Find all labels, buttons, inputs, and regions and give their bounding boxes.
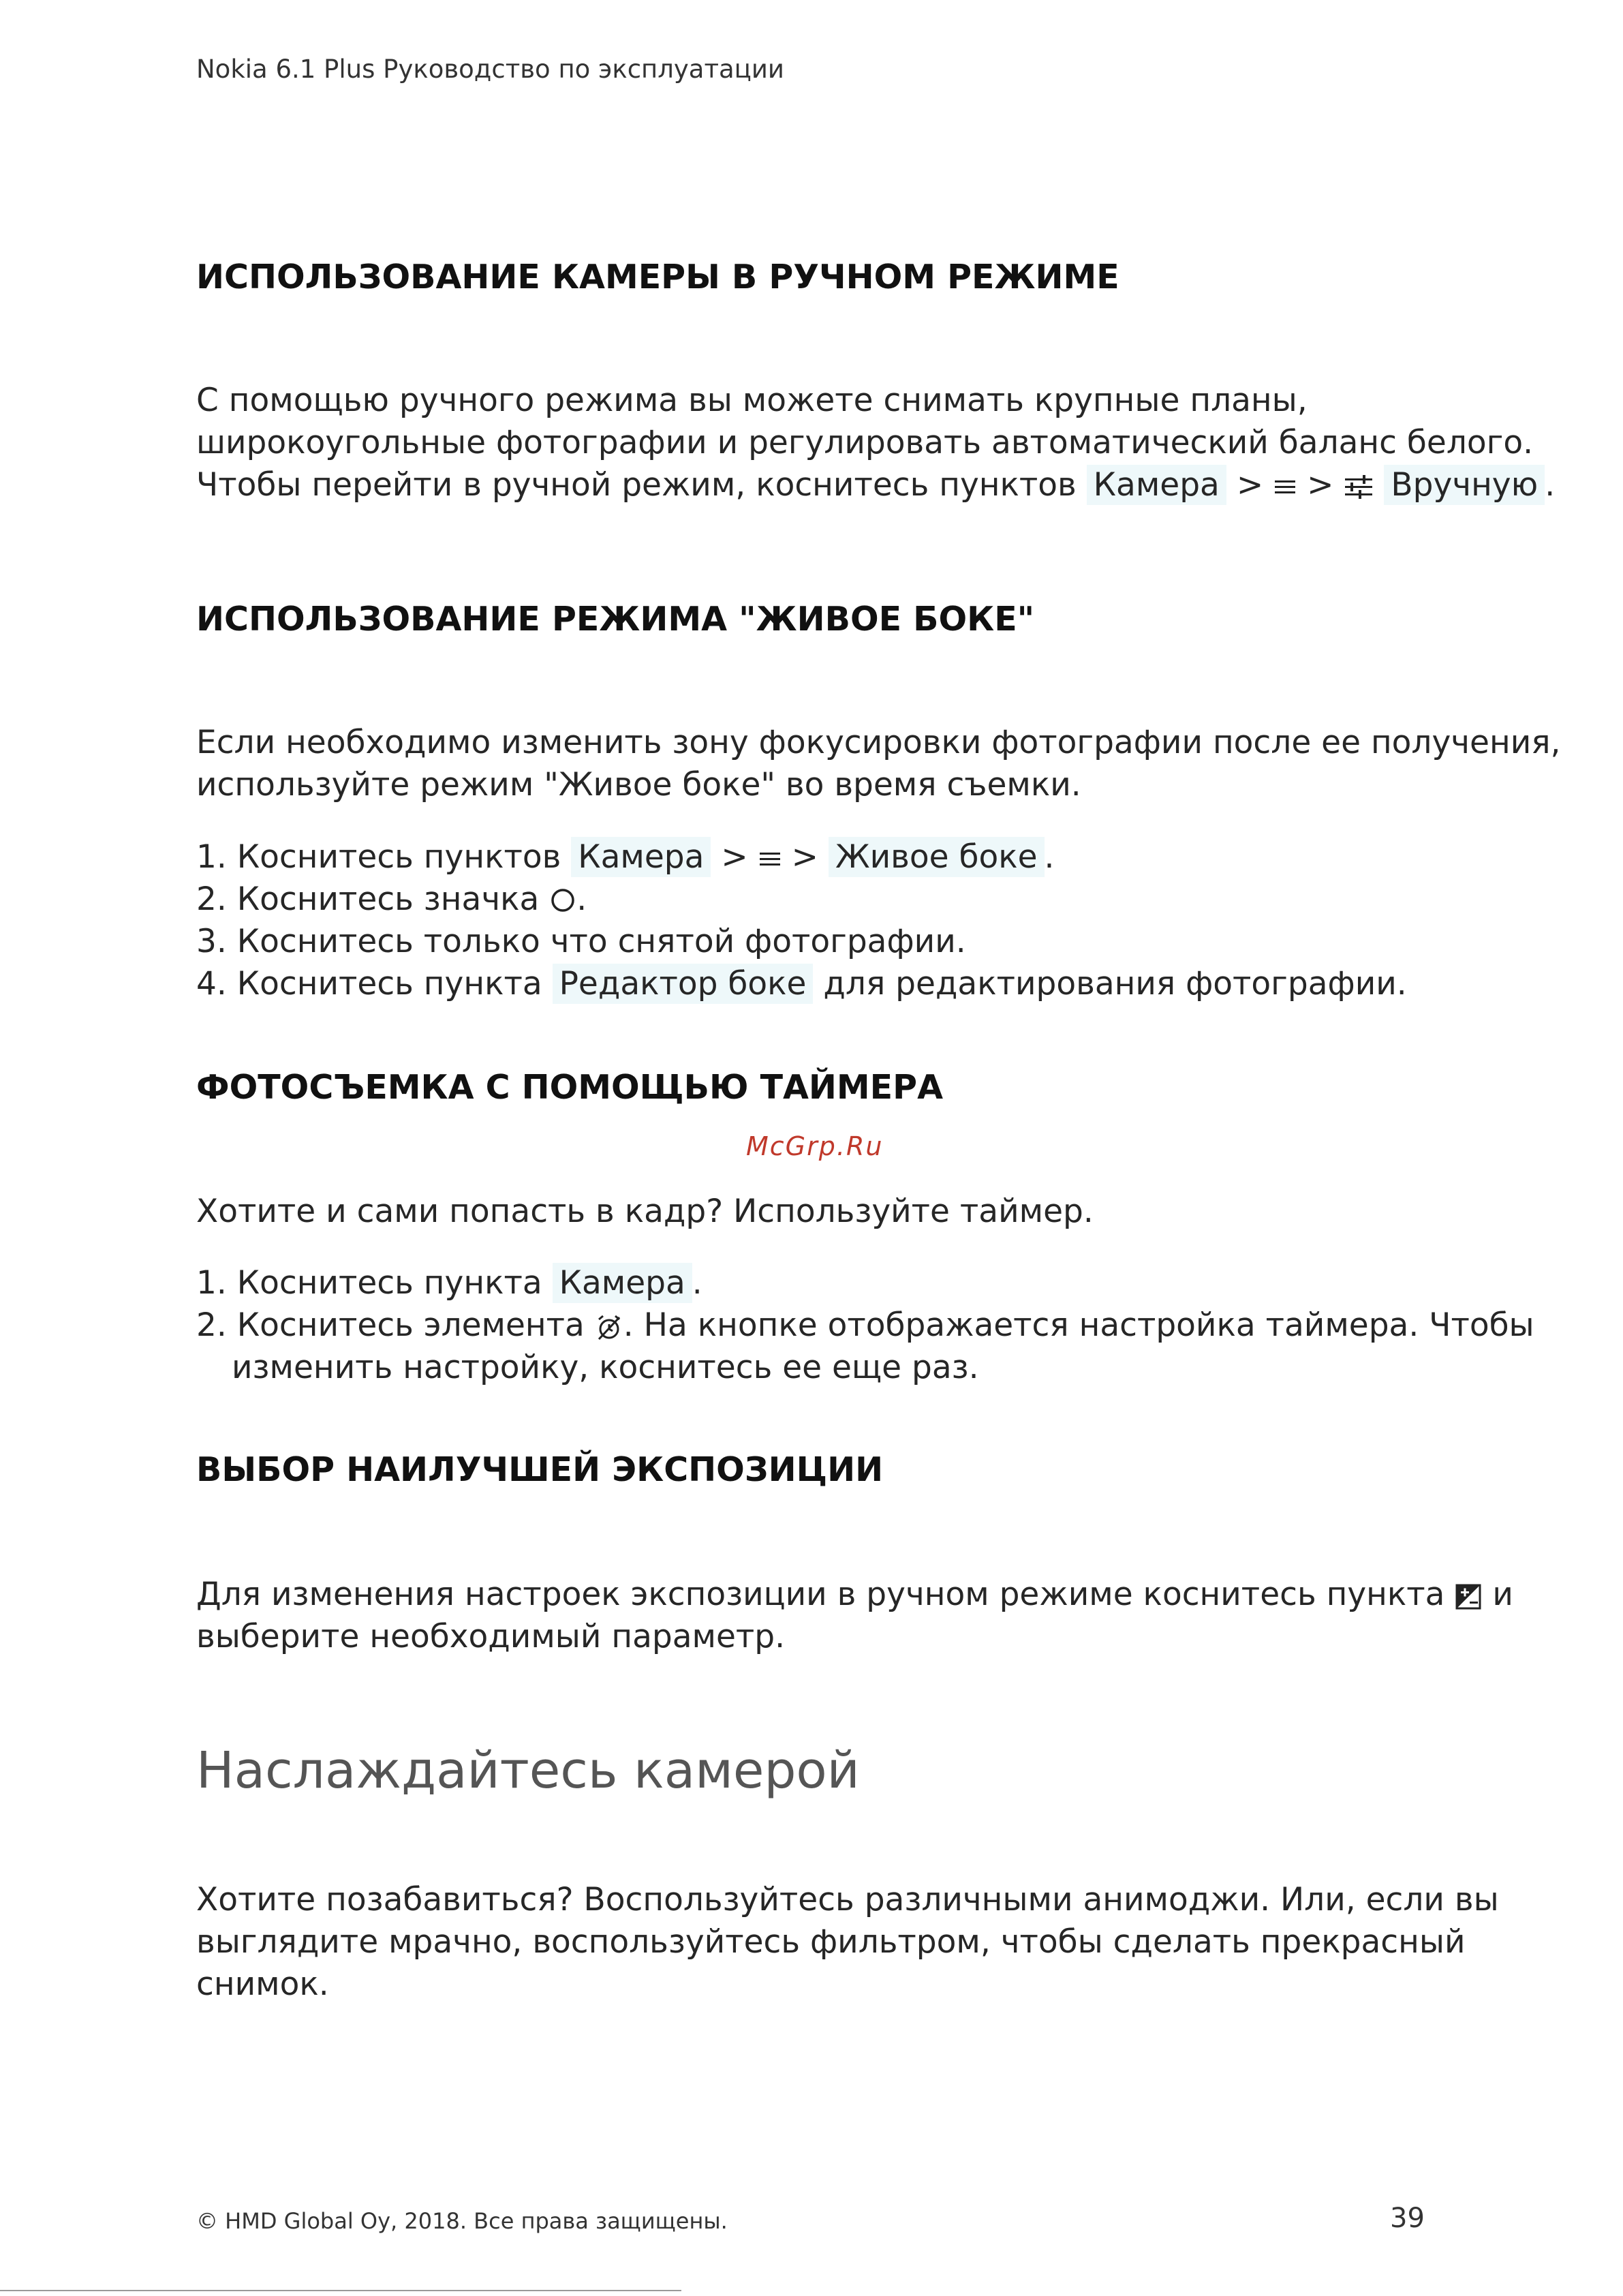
exposure-line1 xyxy=(196,1574,1513,1616)
menu-icon xyxy=(758,849,782,870)
bokeh-step1 xyxy=(196,836,1055,878)
separator: > xyxy=(1236,466,1264,504)
enjoy-line2: выглядите мрачно, воспользуйтесь фильтром, чтобы сделать прекрасный xyxy=(196,1923,1466,1961)
timer-step2-text: 2. Коснитесь элемента xyxy=(196,1306,595,1344)
manual-line3 xyxy=(196,464,1555,506)
ui-camera-label: Камера xyxy=(571,837,711,877)
ui-camera-label: Камера xyxy=(553,1263,692,1303)
timer-step1-text: 1. Коснитесь пункта xyxy=(196,1264,553,1302)
manual-line2: широкоугольные фотографии и регулировать автоматический баланс белого. xyxy=(196,424,1534,461)
period: . xyxy=(692,1264,702,1302)
bokeh-step3: 3. Коснитесь только что снятой фотографии. xyxy=(196,923,966,960)
timer-step1 xyxy=(196,1262,702,1304)
circle-icon xyxy=(549,888,576,915)
page-header: Nokia 6.1 Plus Руководство по эксплуатации xyxy=(196,55,784,84)
section-title-bokeh: ИСПОЛЬЗОВАНИЕ РЕЖИМА "ЖИВОЕ БОКЕ" xyxy=(196,600,1035,639)
bokeh-step4 xyxy=(196,963,1407,1005)
exposure-line1-text: Для изменения настроек экспозиции в ручном режиме коснитесь пункта xyxy=(196,1576,1455,1613)
timer-step2-line2: изменить настройку, коснитесь ее еще раз. xyxy=(232,1349,979,1386)
bokeh-line1: Если необходимо изменить зону фокусировки фотографии после ее получения, xyxy=(196,724,1561,761)
section-title-exposure: ВЫБОР НАИЛУЧШЕЙ ЭКСПОЗИЦИИ xyxy=(196,1450,884,1489)
manual-line3-text: Чтобы перейти в ручной режим, коснитесь пунктов xyxy=(196,466,1087,504)
bokeh-line2: используйте режим "Живое боке" во время съемки. xyxy=(196,766,1081,803)
footer-copyright: © HMD Global Oy, 2018. Все права защищены. xyxy=(196,2208,728,2234)
enjoy-line3: снимок. xyxy=(196,1965,329,2003)
manual-line1: С помощью ручного режима вы можете снимать крупные планы, xyxy=(196,382,1308,419)
ui-editor-label: Редактор боке xyxy=(553,964,814,1004)
period: . xyxy=(1545,466,1556,504)
bokeh-step4-text: 4. Коснитесь пункта xyxy=(196,965,553,1002)
sliders-icon xyxy=(1344,474,1374,501)
timer-icon xyxy=(595,1313,623,1342)
timer-step2 xyxy=(196,1304,1534,1347)
timer-intro: Хотите и сами попасть в кадр? Используйте таймер. xyxy=(196,1193,1094,1230)
ui-bokeh-label: Живое боке xyxy=(829,837,1045,877)
timer-step2-post: . На кнопке отображается настройка таймера. Чтобы xyxy=(623,1306,1534,1344)
ui-camera-label: Камера xyxy=(1087,465,1226,505)
period: . xyxy=(1044,838,1055,876)
exposure-line2: выберите необходимый параметр. xyxy=(196,1618,786,1655)
ui-manual-label: Вручную xyxy=(1384,465,1545,505)
section-title-timer: ФОТОСЪЕМКА С ПОМОЩЬЮ ТАЙМЕРА xyxy=(196,1068,943,1107)
bokeh-step4-post: для редактирования фотографии. xyxy=(813,965,1407,1002)
bokeh-step2 xyxy=(196,878,587,921)
enjoy-line1: Хотите позабавиться? Воспользуйтесь различными анимоджи. Или, если вы xyxy=(196,1881,1499,1918)
bokeh-step1-text: 1. Коснитесь пунктов xyxy=(196,838,572,876)
watermark: McGrp.Ru xyxy=(746,1131,884,1161)
page-number: 39 xyxy=(1390,2203,1425,2234)
exposure-line1-post: и xyxy=(1482,1576,1513,1613)
menu-icon xyxy=(1273,477,1297,498)
separator: > xyxy=(721,838,748,876)
separator: > xyxy=(1307,466,1334,504)
separator: > xyxy=(791,838,819,876)
bokeh-step2-text: 2. Коснитесь значка xyxy=(196,881,550,918)
section-title-enjoy: Наслаждайтесь камерой xyxy=(196,1741,860,1800)
period: . xyxy=(576,881,587,918)
exposure-icon xyxy=(1455,1583,1482,1610)
section-title-manual: ИСПОЛЬЗОВАНИЕ КАМЕРЫ В РУЧНОМ РЕЖИМЕ xyxy=(196,258,1119,296)
page-edge-line xyxy=(0,2290,681,2291)
